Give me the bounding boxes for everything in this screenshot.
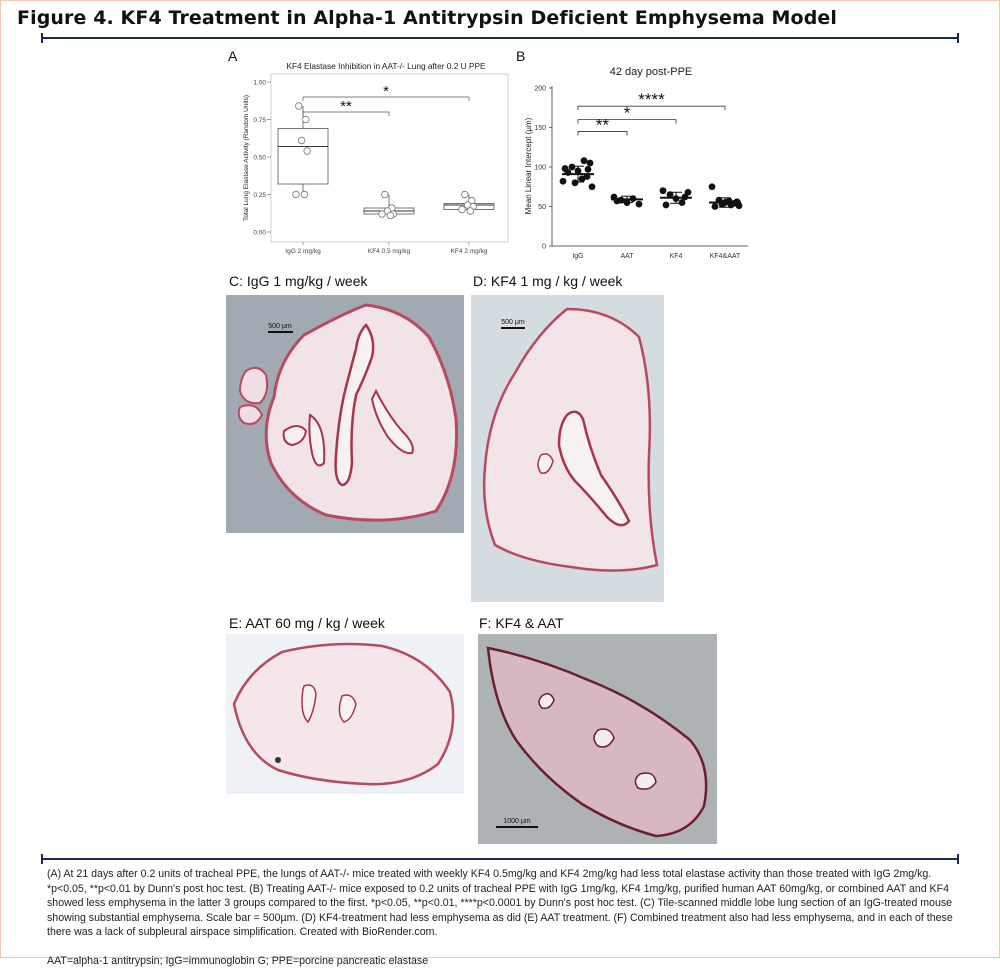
chart-b-point — [587, 160, 594, 167]
chart-a-sig-label: * — [383, 83, 389, 100]
lung-lobe-fragment-c — [239, 405, 262, 424]
chart-b-point — [569, 164, 576, 171]
chart-a-ytick: 0.25 — [253, 192, 266, 199]
chart-b-sig-label: **** — [638, 90, 665, 109]
micrograph-e — [226, 634, 464, 794]
chart-b-point — [581, 157, 588, 164]
chart-a-point — [304, 148, 311, 155]
panel-f-label: F: KF4 & AAT — [479, 615, 564, 631]
chart-b-ytick: 100 — [534, 165, 546, 172]
scale-bar-label-d: 500 μm — [501, 319, 525, 326]
chart-a-ytick: 0.50 — [253, 154, 266, 161]
chart-a-ytick: 0.00 — [253, 229, 266, 236]
micrograph-d — [471, 295, 664, 602]
chart-a-ytick: 1.00 — [253, 79, 266, 86]
debris-e — [275, 757, 281, 763]
chart-a-ytick: 0.75 — [253, 117, 266, 124]
lung-lobe-fragment-c — [240, 368, 267, 403]
chart-b-ytick: 200 — [534, 86, 546, 93]
chart-b-point — [579, 175, 586, 182]
panel-d-label: D: KF4 1 mg / kg / week — [473, 273, 622, 289]
panel-c-label: C: IgG 1 mg/kg / week — [229, 273, 368, 289]
caption — [47, 867, 959, 968]
chart-a-title: KF4 Elastase Inhibition in AAT-/- Lung after 0.2 U PPE — [286, 61, 486, 71]
chart-a-xtick: IgG 2 mg/kg — [285, 248, 321, 255]
caption-rule — [41, 858, 959, 860]
chart-a-xtick: KF4 0.5 mg/kg — [368, 248, 411, 255]
chart-a-point — [303, 116, 310, 123]
airway-f — [635, 773, 656, 789]
chart-b-xtick: KF4&AAT — [710, 253, 741, 260]
chart-b-xtick: IgG — [572, 253, 583, 260]
chart-b-xtick: AAT — [620, 253, 634, 260]
chart-b-point — [660, 187, 667, 194]
chart-b-point — [572, 179, 579, 186]
chart-b-point — [709, 183, 716, 190]
chart-b-ytick: 50 — [538, 204, 546, 211]
caption-paragraph: (A) At 21 days after 0.2 units of tracheal PPE, the lungs of AAT-/- mice treated with weekly KF4 0.5mg/kg and KF4 2mg/kg had less total elastase activity than those treated with IgG 2mg/kg. *p<0.05, **p<0.01 by Dunn's post hoc test. (B) Treating AAT-/- mice exposed to 0.2 units of tracheal PPE with IgG 1mg/kg, KF4 1mg/kg, purified human AAT 60mg/kg, or combined AAT and KF4 showed less emphysema in the latter 3 groups compared to the first. *p<0.05, **p<0.01, ****p<0.0001 by Dunn's post hoc test. (C) Tile-scanned middle lobe lung section of an IgG-treated mouse showing substantial emphysema. Scale bar = 500µm. (D) KF4-treatment had less emphysema as did (E) AAT treatment. (F) Combined treatment also had less emphysema, and in each of these there was a lack of subpleural airspace simplification. Created with BioRender.com. — [47, 867, 959, 940]
chart-a-box — [278, 129, 328, 185]
chart-a-point — [382, 191, 389, 198]
chart-a-point — [462, 191, 469, 198]
chart-b-ytick: 0 — [542, 244, 546, 251]
micrograph-f — [478, 634, 717, 844]
scale-bar-label-c: 500 μm — [268, 323, 292, 330]
panel-e-label: E: AAT 60 mg / kg / week — [229, 615, 385, 631]
chart-a-point — [298, 137, 305, 144]
chart-b-title: 42 day post-PPE — [610, 66, 693, 78]
chart-b-point — [636, 201, 643, 208]
chart-a-point — [293, 191, 300, 198]
chart-a-sig-label: ** — [340, 98, 352, 115]
chart-b-sig-label: * — [624, 104, 631, 123]
micrograph-c — [226, 295, 464, 533]
chart-a-ylabel: Total Lung Elastase Activity (Random Units) — [243, 95, 250, 221]
chart-a-xtick: KF4 2 mg/kg — [451, 248, 488, 255]
chart-b-ytick: 150 — [534, 125, 546, 132]
chart-b-xtick: KF4 — [670, 253, 683, 260]
chart-a-point — [467, 208, 474, 215]
chart-b-point — [712, 203, 719, 210]
top-rule — [41, 37, 959, 39]
panel-a-letter: A — [228, 48, 237, 64]
chart-a-point — [301, 191, 308, 198]
chart-a-point — [459, 206, 466, 213]
chart-b-sig-label: ** — [596, 115, 610, 134]
chart-b-point — [560, 178, 567, 185]
chart-b-point — [589, 183, 596, 190]
chart-b-point — [663, 202, 670, 209]
chart-a-point — [296, 103, 303, 110]
panel-b-letter: B — [516, 48, 525, 64]
chart-a-point — [379, 211, 386, 218]
figure-title: Figure 4. KF4 Treatment in Alpha-1 Antitrypsin Deficient Emphysema Model — [17, 7, 837, 29]
chart-b — [516, 56, 766, 266]
chart-b-point — [585, 166, 592, 173]
chart-a — [236, 56, 516, 266]
scale-bar-label-f: 1000 μm — [503, 818, 531, 825]
chart-a-point — [387, 212, 394, 219]
caption-abbreviations: AAT=alpha-1 antitrypsin; IgG=immunoglobin G; PPE=porcine pancreatic elastase — [47, 954, 959, 968]
chart-b-ylabel: Mean Linear Intercept (µm) — [524, 117, 533, 214]
